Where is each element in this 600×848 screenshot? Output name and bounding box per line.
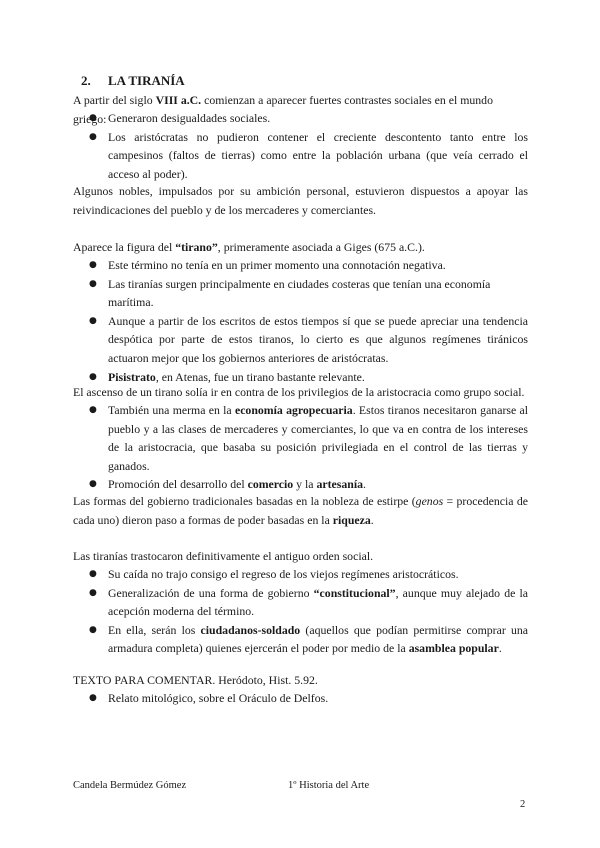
- texto-comentar-title: TEXTO PARA COMENTAR. Heródoto, Hist. 5.92.: [73, 673, 318, 687]
- formas-paragraph: Las formas del gobierno tradicionales basadas en la nobleza de estirpe (genos = procedencia de cada uno) dieron paso a formas de poder basadas en la riqueza.: [73, 494, 528, 527]
- list-item: ● Su caída no trajo consigo el regreso de los viejos regímenes aristocráticos.: [73, 565, 528, 584]
- list-item: ● Los aristócratas no pudieron contener el creciente descontento tanto entre los campesinos (faltos de tierras) como entre la población urbana (que veía cerrado el acceso al poder).: [73, 128, 528, 184]
- list-item: ● Pisistrato, en Atenas, fue un tirano bastante relevante.: [73, 368, 528, 387]
- section-heading: [81, 73, 185, 89]
- footer-course: 1º Historia del Arte: [288, 780, 370, 791]
- footer-author: Candela Bermúdez Gómez: [73, 780, 187, 791]
- section-title: LA TIRANÍA: [108, 73, 185, 88]
- ascenso-bullet-list: [73, 401, 528, 494]
- list-item: ● En ella, serán los ciudadanos-soldado (aquellos que podían permitirse comprar una armadura completa) quienes ejercerán el poder por medio de la asamblea popular.: [73, 621, 528, 658]
- list-item: ● Relato mitológico, sobre el Oráculo de Delfos.: [73, 689, 528, 708]
- tirano-bullet-list: [73, 256, 528, 386]
- list-item: ● Generalización de una forma de gobierno “constitucional”, aunque muy alejado de la acepción moderna del término.: [73, 584, 528, 621]
- ascenso-paragraph: El ascenso de un tirano solía ir en contra de los privilegios de la aristocracia como grupo social.: [73, 385, 525, 399]
- list-item: ● Aunque a partir de los escritos de estos tiempos sí que se puede apreciar una tendencia despótica por parte de estos tiranos, lo cierto es que algunos regímenes tiránicos actuaron mejor que los gobiernos anteriores de aristócratas.: [73, 312, 528, 368]
- section-number: 2.: [81, 73, 91, 88]
- trastocaron-bullet-list: [73, 565, 528, 658]
- nobles-paragraph: Algunos nobles, impulsados por su ambición personal, estuvieron dispuestos a apoyar las reivindicaciones del pueblo y de los mercaderes y comerciantes.: [73, 184, 528, 217]
- list-item: ● Este término no tenía en un primer momento una connotación negativa.: [73, 256, 528, 275]
- trastocaron-paragraph: Las tiranías trastocaron definitivamente el antiguo orden social.: [73, 549, 374, 563]
- intro-bullet-list: [73, 109, 528, 183]
- list-item: ● Generaron desigualdades sociales.: [73, 109, 528, 128]
- tirano-paragraph: Aparece la figura del “tirano”, primeramente asociada a Giges (675 a.C.).: [73, 240, 425, 254]
- list-item: ● También una merma en la economía agropecuaria. Estos tiranos necesitaron ganarse al pueblo y a las clases de mercaderes y comerciantes, lo que va en contra de los intereses de la aristocracia, que basaba su posición privilegiada en el control de las tierras y ganados.: [73, 401, 528, 475]
- list-item: ● Las tiranías surgen principalmente en ciudades costeras que tenían una economía marítima.: [73, 275, 528, 312]
- list-item: ● Promoción del desarrollo del comercio y la artesanía.: [73, 475, 528, 494]
- intro-paragraph: A partir del siglo VIII a.C. comienzan a aparecer fuertes contrastes sociales en el mundo griego:: [73, 93, 493, 126]
- texto-comentar-bullet-list: [73, 689, 528, 708]
- page-number: 2: [520, 799, 526, 810]
